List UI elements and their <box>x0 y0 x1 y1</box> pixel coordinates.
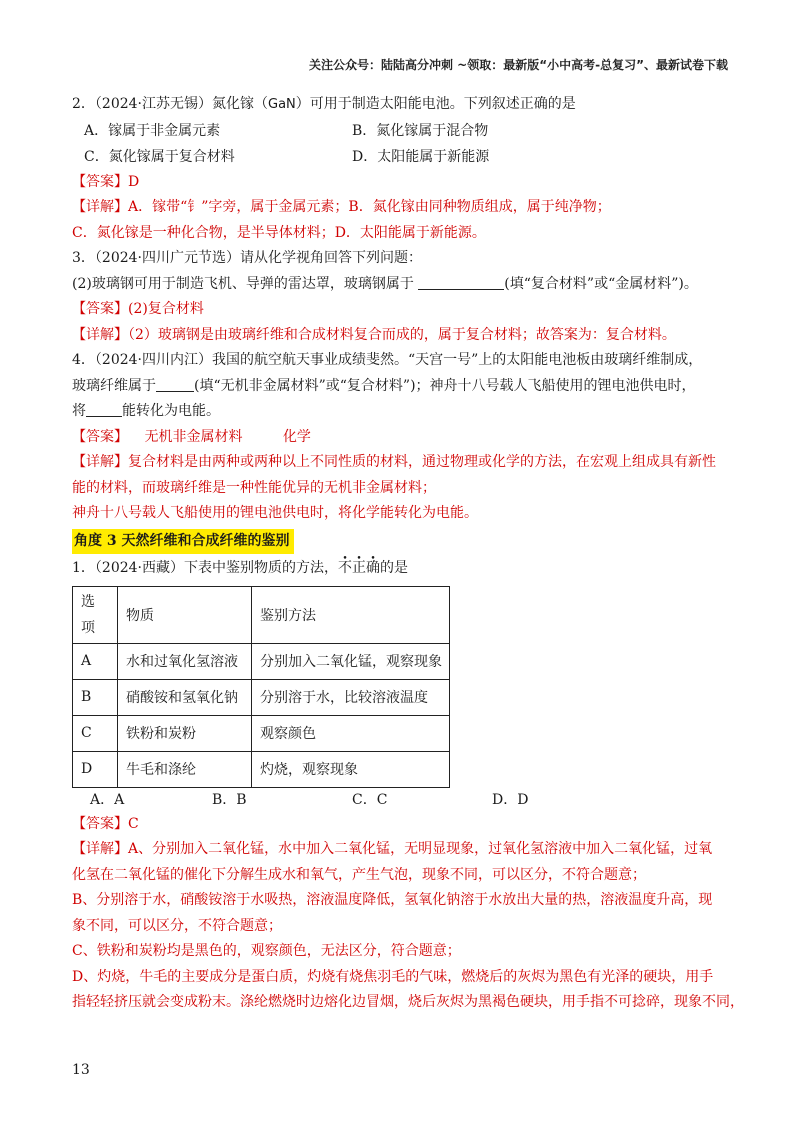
q1-detail-line: 指轻轻挤压就会变成粉末。涤纶燃烧时边熔化边冒烟，烧后灰烬为黑褐色硬块，用手指不可捻碎，现象不同， <box>72 994 744 1010</box>
q1-options-row <box>72 788 732 812</box>
q2-formula: GaN <box>268 97 296 112</box>
q1-option-d: D．D <box>492 791 529 808</box>
q3-stem: 3．（2024·四川广元节选）请从化学视角回答下列问题： <box>72 250 422 266</box>
q1-option-b: B．B <box>212 791 247 808</box>
q2-answer: 【答案】D <box>72 173 140 190</box>
q4-stem-line-3: 将 能转化为电能。 <box>72 403 220 419</box>
q2-option-d: D．太阳能属于新能源 <box>352 148 490 165</box>
q4-detail-line-3: 神舟十八号载人飞船使用的锂电池供电时，将化学能转化为电能。 <box>72 505 478 521</box>
page-header: 关注公众号：陆陆高分冲刺 ~领取：最新版“小中高考-总复习”、最新试卷下载 <box>309 58 728 72</box>
q2-stem: 2．（2024·江苏无锡）氮化镓（GaN）可用于制造太阳能电池。下列叙述正确的是 <box>72 96 576 112</box>
emphasis-char: 确 <box>366 560 380 576</box>
q2-options-row-2 <box>72 144 732 170</box>
table-header-method: 鉴别方法 <box>252 586 450 643</box>
q2-detail-line-1: 【详解】A．镓带“钅”字旁，属于金属元素；B．氮化镓由同种物质组成，属于纯净物； <box>72 199 611 215</box>
table-row: B 硝酸铵和氢氧化钠 分别溶于水，比较溶液温度 <box>73 679 450 715</box>
table-row: D 牛毛和涤纶 灼烧，观察现象 <box>73 751 450 787</box>
angle-heading <box>72 529 732 555</box>
q4-answer-2: 化学 <box>282 428 311 445</box>
q1-detail-line: 象不同，可以区分，不符合题意； <box>72 917 282 934</box>
q1-detail-line: D、灼烧，牛毛的主要成分是蛋白质，灼烧有烧焦羽毛的气味，燃烧后的灰烬为黑色有光泽的硬块，用手 <box>72 968 714 985</box>
table-header-option: 选 项 <box>73 586 118 643</box>
q4-detail-line-2: 能的材料，而玻璃纤维是一种性能优异的无机非金属材料； <box>72 479 436 496</box>
emphasis-char: 正 <box>352 560 366 576</box>
page-content <box>72 92 744 1016</box>
emphasis-char: 不 <box>338 560 352 576</box>
q4-stem-line-1: 4．（2024·四川内江）我国的航空航天事业成绩斐然。“天宫一号”上的太阳能电池板由玻璃纤维制成， <box>72 352 703 368</box>
q1-table <box>72 586 450 788</box>
q2-options-row-1 <box>72 118 732 144</box>
q1-detail-line: 【详解】A、分别加入二氧化锰，水中加入二氧化锰，无明显现象，过氧化氢溶液中加入二氧化锰，过氧 <box>72 841 713 857</box>
q1-detail-line: B、分别溶于水，硝酸铵溶于水吸热，溶液温度降低，氢氧化钠溶于水放出大量的热，溶液温度升高，现 <box>72 892 713 908</box>
page-number: 13 <box>72 1062 90 1078</box>
q4-answer: 【答案】 无机非金属材料 化学 <box>72 428 311 445</box>
q4-blank-2 <box>86 402 122 417</box>
q4-blank-1 <box>156 377 194 392</box>
q1-answer: 【答案】C <box>72 815 139 832</box>
q3-detail: 【详解】（2）玻璃钢是由玻璃纤维和合成材料复合而成的，属于复合材料；故答案为：复合材料。 <box>72 326 676 343</box>
q4-answer-1: 无机非金属材料 <box>144 428 243 445</box>
table-header-substance: 物质 <box>118 586 252 643</box>
q1-option-c: C．C <box>352 791 388 808</box>
q2-option-a: A．镓属于非金属元素 <box>84 122 221 139</box>
q3-subquestion: (2)玻璃钢可用于制造飞机、导弹的雷达罩，玻璃钢属于 (填“复合材料”或“金属材料”)。 <box>72 275 698 292</box>
q1-option-a: A．A <box>90 791 125 808</box>
table-header-row <box>73 586 450 643</box>
table-row: A 水和过氧化氢溶液 分别加入二氧化锰，观察现象 <box>73 643 450 679</box>
angle-label: 角度 3 天然纤维和合成纤维的鉴别 <box>72 529 294 555</box>
q2-detail-line-2: C．氮化镓是一种化合物，是半导体材料；D．太阳能属于新能源。 <box>72 224 486 241</box>
q2-option-b: B．氮化镓属于混合物 <box>352 122 489 139</box>
q4-stem-line-2: 玻璃纤维属于 (填“无机非金属材料”或“复合材料”)；神舟十八号载人飞船使用的锂电池供电时， <box>72 377 696 394</box>
q4-detail-line-1: 【详解】复合材料是由两种或两种以上不同性质的材料，通过物理或化学的方法，在宏观上组成具有新性 <box>72 454 716 470</box>
q2-option-c: C．氮化镓属于复合材料 <box>84 148 235 165</box>
q1-detail-line: C、铁粉和炭粉均是黑色的，观察颜色，无法区分，符合题意； <box>72 943 461 959</box>
table-row: C 铁粉和炭粉 观察颜色 <box>73 715 450 751</box>
q1-detail-line: 化氢在二氧化锰的催化下分解生成水和氧气，产生气泡，现象不同，可以区分，不符合题意； <box>72 866 646 883</box>
q1-stem: 1．（2024·西藏）下表中鉴别物质的方法，不正确的是 <box>72 556 732 582</box>
q3-answer: 【答案】(2)复合材料 <box>72 301 204 317</box>
q3-answer-blank <box>418 275 504 290</box>
